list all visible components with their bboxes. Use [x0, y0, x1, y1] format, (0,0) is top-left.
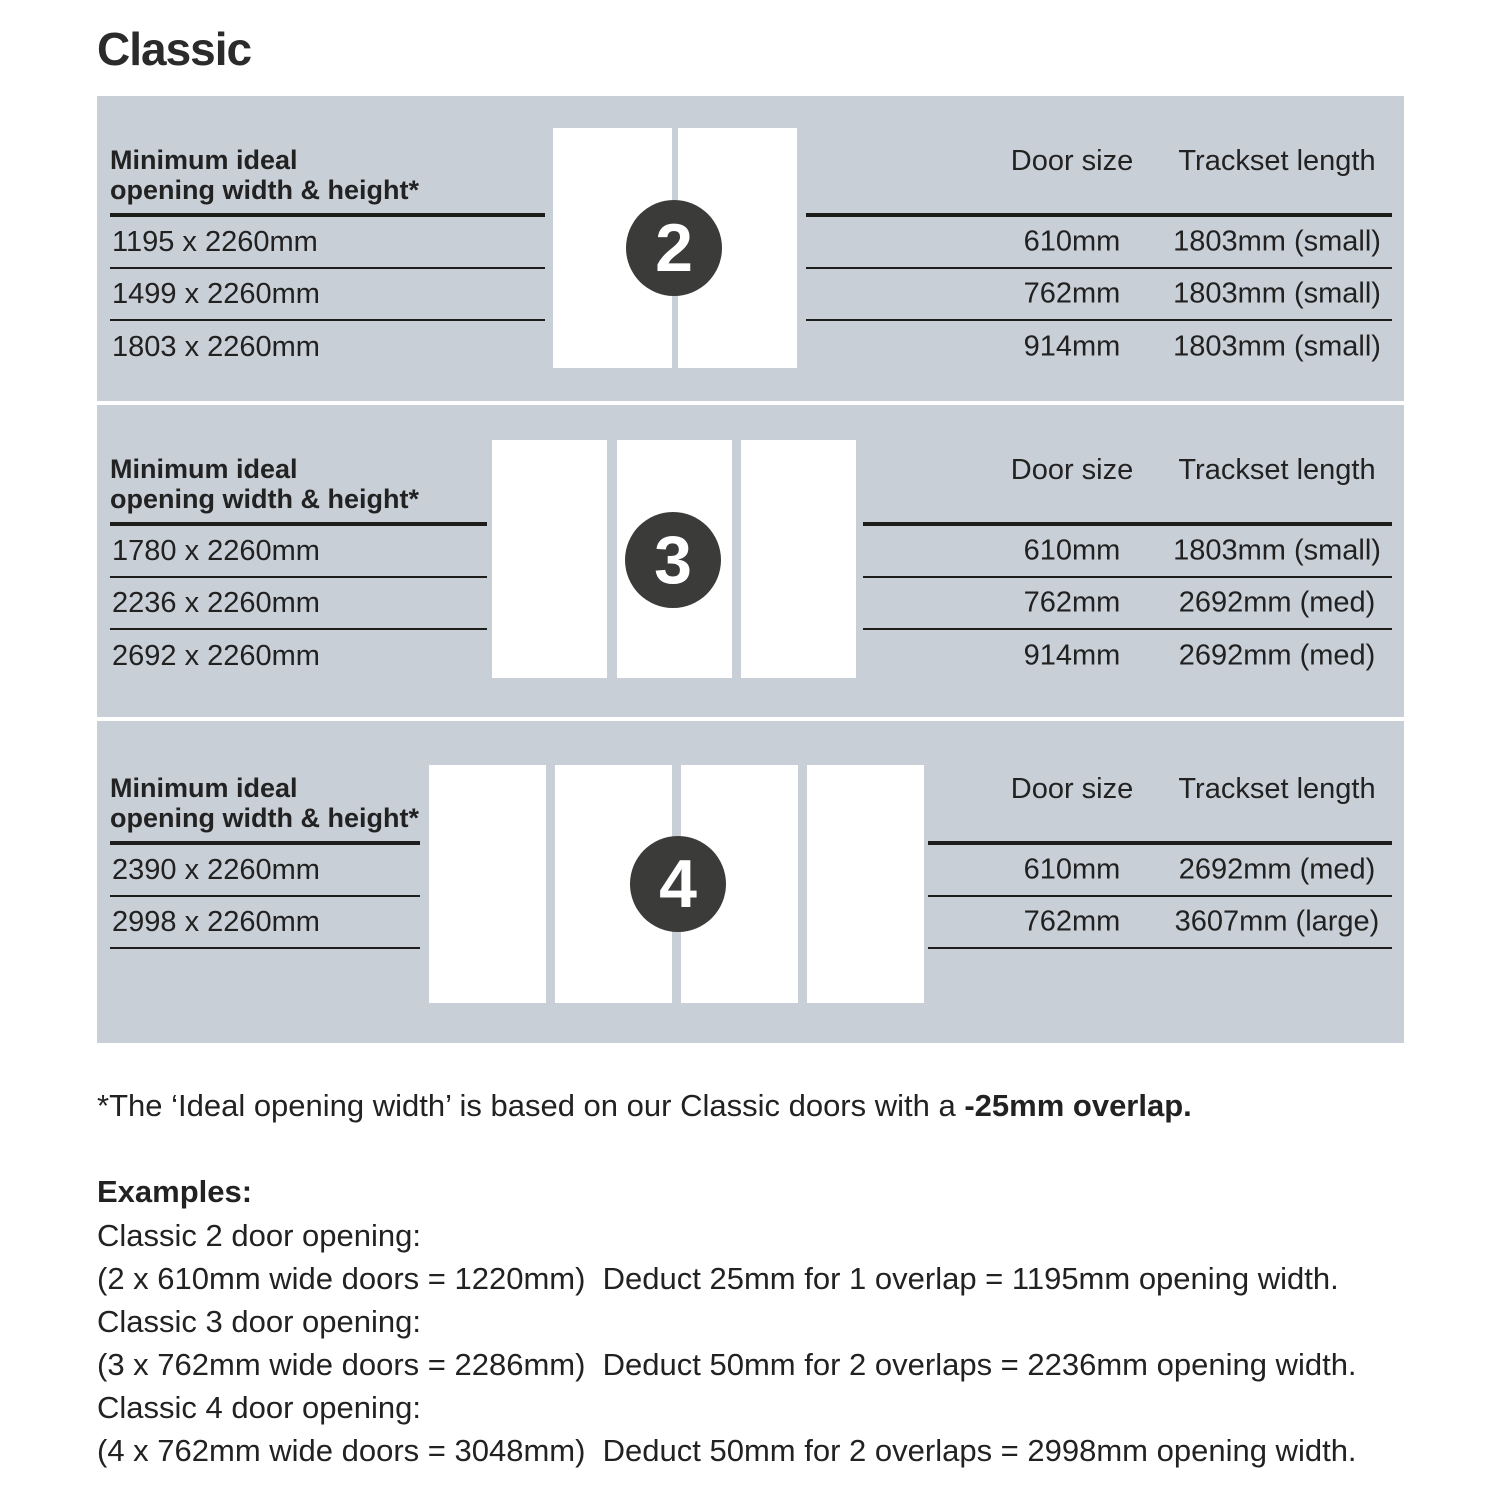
door-panel: [807, 765, 924, 1003]
section-2-door: [97, 96, 1404, 401]
door-panel: [429, 765, 546, 1003]
opening-value: 1780 x 2260mm: [112, 534, 320, 567]
size-columns: [806, 145, 1392, 373]
table-row: [806, 217, 1392, 269]
footer: [97, 1088, 1427, 1472]
trackset-value: 3607mm (large): [1174, 905, 1380, 938]
table-row: [110, 217, 545, 269]
footnote: [97, 1088, 1427, 1124]
door-size-value: 762mm: [1023, 905, 1121, 938]
opening-value: 1195 x 2260mm: [112, 225, 318, 258]
trackset-value: 1803mm (small): [1173, 225, 1381, 258]
table-row: [110, 526, 487, 578]
door-size-header: Door size: [1010, 773, 1134, 805]
door-size-value: 610mm: [1023, 534, 1121, 567]
door-size-header: Door size: [1010, 454, 1134, 486]
table-row: [110, 845, 420, 897]
size-columns: [863, 454, 1392, 682]
opening-value: 2236 x 2260mm: [112, 586, 320, 619]
size-header-row: [806, 145, 1392, 217]
section-3-door: [97, 405, 1404, 717]
trackset-value: 2692mm (med): [1178, 586, 1376, 619]
opening-header-line1: Minimum ideal: [110, 454, 298, 484]
trackset-value: 1803mm (small): [1173, 330, 1381, 363]
example-label: Classic 3 door opening:: [97, 1304, 421, 1339]
example-detail: (4 x 762mm wide doors = 3048mm) Deduct 50mm for 2 overlaps = 2998mm opening width.: [97, 1433, 1357, 1468]
opening-header-line1: Minimum ideal: [110, 773, 298, 803]
footnote-text: *The ‘Ideal opening width’ is based on our Classic doors with a: [97, 1088, 965, 1123]
table-row: [806, 269, 1392, 321]
opening-header-line2: opening width & height*: [110, 175, 419, 205]
footnote-bold: -25mm overlap.: [964, 1088, 1192, 1123]
table-row: [110, 269, 545, 321]
trackset-header: Trackset length: [1178, 145, 1376, 177]
example-label: Classic 4 door opening:: [97, 1390, 421, 1425]
trackset-value: 2692mm (med): [1178, 639, 1376, 672]
trackset-value: 1803mm (small): [1173, 277, 1381, 310]
door-count-badge: 3: [625, 512, 721, 608]
door-size-value: 914mm: [1023, 330, 1121, 363]
table-row: [863, 578, 1392, 630]
size-header-row: [928, 773, 1392, 845]
table-row: [863, 526, 1392, 578]
section-4-door: [97, 721, 1404, 1043]
size-header-row: [863, 454, 1392, 526]
table-row: [110, 897, 420, 949]
trackset-value: 2692mm (med): [1178, 853, 1376, 886]
example-detail: (3 x 762mm wide doors = 2286mm) Deduct 50mm for 2 overlaps = 2236mm opening width.: [97, 1347, 1357, 1382]
door-panel: [492, 440, 607, 678]
table-row: [110, 321, 545, 373]
door-count-badge: 4: [630, 836, 726, 932]
door-size-header: Door size: [1010, 145, 1134, 177]
door-size-value: 914mm: [1023, 639, 1121, 672]
page-title: Classic: [97, 23, 252, 75]
opening-header: [110, 145, 545, 217]
trackset-header: Trackset length: [1178, 773, 1376, 805]
table-row: [110, 578, 487, 630]
opening-value: 1499 x 2260mm: [112, 277, 320, 310]
opening-header-line2: opening width & height*: [110, 484, 419, 514]
door-panel: [741, 440, 856, 678]
opening-column: [110, 773, 420, 949]
door-size-value: 610mm: [1023, 853, 1121, 886]
opening-column: [110, 454, 487, 682]
example-detail: (2 x 610mm wide doors = 1220mm) Deduct 25mm for 1 overlap = 1195mm opening width.: [97, 1261, 1339, 1296]
examples-heading: Examples:: [97, 1174, 253, 1209]
door-size-value: 610mm: [1023, 225, 1121, 258]
door-count-badge: 2: [626, 200, 722, 296]
opening-value: 2998 x 2260mm: [112, 905, 320, 938]
opening-header: [110, 454, 487, 526]
table-row: [928, 845, 1392, 897]
opening-header-line2: opening width & height*: [110, 803, 419, 833]
opening-column: [110, 145, 545, 373]
trackset-value: 1803mm (small): [1173, 534, 1381, 567]
size-columns: [928, 773, 1392, 949]
table-row: [806, 321, 1392, 373]
opening-value: 1803 x 2260mm: [112, 330, 320, 363]
opening-header-line1: Minimum ideal: [110, 145, 298, 175]
opening-value: 2692 x 2260mm: [112, 639, 320, 672]
example-label: Classic 2 door opening:: [97, 1218, 421, 1253]
spec-panel: [97, 96, 1404, 1043]
trackset-header: Trackset length: [1178, 454, 1376, 486]
opening-value: 2390 x 2260mm: [112, 853, 320, 886]
door-size-value: 762mm: [1023, 277, 1121, 310]
door-size-value: 762mm: [1023, 586, 1121, 619]
opening-header: [110, 773, 420, 845]
table-row: [110, 630, 487, 682]
table-row: [863, 630, 1392, 682]
table-row: [928, 897, 1392, 949]
